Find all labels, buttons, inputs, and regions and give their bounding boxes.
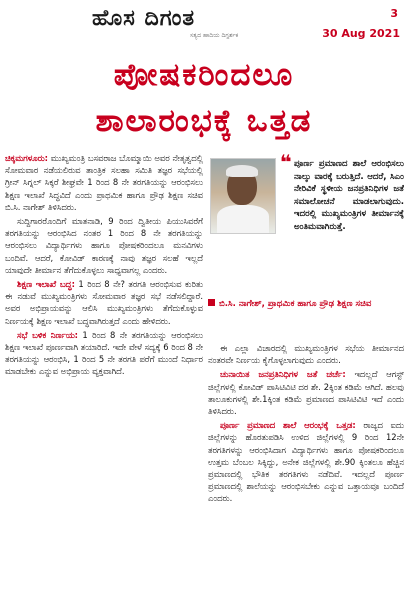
article-paragraph <box>5 278 203 327</box>
pull-quote <box>208 152 404 342</box>
paragraph-text: 1 ರಿಂದ 8 ನೇ ತರಗತಿಯನ್ನು ಆರಂಭಿಸಲು ಶಿಕ್ಷಣ ಇಲಾಖೆ ಪೂರ್ಣವಾಗಿ ತಯಾರಿದೆ. ಇದೇ ವೇಳೆ ಸದ್ಯಕ್ಕೆ 6 ರಿಂದ 8 ನೇ ತರಗತಿಯನ್ನು ಆರಂಭಿಸಿ, 1 ರಿಂದ 5 ನೇ ತರಗತಿ ಪರೆಗೆ ಮುಂದೆ ನಿರ್ಧಾರ ಮಾಡಬೇಕು ಎನ್ನುವ ಅಭಿಪ್ರಾಯ ವ್ಯಕ್ತವಾಗಿದೆ. <box>5 329 203 377</box>
pull-quote-text: ಪೂರ್ಣ ಪ್ರಮಾಣದ ಶಾಲೆ ಆರಂಭಿಸಲು ನಾಲ್ಕು ವಾರಕ್ಕೆ ಬರುತ್ತಿದೆ. ಆದರೆ, ಸಿಎಂ ನೇರಿವಿಕೆ ಸ್ಥಳೀಯ ಜನಪ್ರತಿನಿಧಿಗಳ ಜತೆ ಸಮಾಲೋಚನೆ ಮಾಡಲಾಗುವುದು. ಇದರಲ್ಲಿ ಮುಖ್ಯಮಂತ್ರಿಗಳ ತೀರ್ಮಾನಕ್ಕೆ ಅಂತಿಮವಾಗಿರುತ್ತೆ. <box>294 159 404 232</box>
paragraph-text: ಮುಖ್ಯಮಂತ್ರಿ ಬಸವರಾಜ ಬೊಮ್ಮಾಯಿ ಅವರ ನೇತೃತ್ವದಲ್ಲಿ ಸೋಮವಾರ ನಡೆಯಲಿರುವ ತಾಂತ್ರಿಕ ಸಲಹಾ ಸಮಿತಿ ತಜ್ಞರ ಸಭೆಯಲ್ಲಿ ಗ್ರೀನ್ ಸಿಗ್ನಲ್ ಸಿಕ್ಕರೆ ಶೀಘ್ರವೇ 1 ರಿಂದ 8 ನೇ ತರಗತಿಯನ್ನು ಆರಂಭಿಸಲು ಶಿಕ್ಷಣ ಇಲಾಖೆ ಸಿದ್ಧವಿದೆ ಎಂದು ಪ್ರಾಥಮಿಕ ಹಾಗೂ ಪ್ರೌಢ ಶಿಕ್ಷಣ ಸಚಿವ ಬಿ.ಸಿ. ನಾಗೇಶ್ ತಿಳಿಸಿದರು. <box>5 153 203 212</box>
newspaper-tagline: ಸತ್ಯದ ಹಾದಿಯ ದಿಗ್ದರ್ಶಕ <box>190 32 239 39</box>
quote-mark-icon: ❝ <box>280 152 292 174</box>
byline-text: ಬಿ.ಸಿ. ನಾಗೇಶ್, ಪ್ರಾಥಮಿಕ ಹಾಗೂ ಪ್ರೌಢ ಶಿಕ್ಷಣ ಸಚಿವ <box>219 299 372 309</box>
headline-line-2: ಶಾಲಾರಂಭಕ್ಕೆ ಒತ್ತಡ <box>95 103 313 139</box>
subheading: ಸಭೆ ಬಳಿಕ ನಿರ್ಣಯ: <box>17 329 79 340</box>
subheading: ಶಿಕ್ಷಣ ಇಲಾಖೆ ಬದ್ಧ: <box>17 279 75 290</box>
bullet-square-icon <box>208 299 215 306</box>
quote-byline <box>208 298 404 311</box>
article-paragraph: ಸುದ್ದಿಗಾರರೊಂದಿಗೆ ಮಾತನಾಡಿ, 9 ರಿಂದ ದ್ವಿತೀಯ ಪಿಯುಸಿವರೆಗೆ ತರಗತಿಯನ್ನು ಆರಂಭಿಸಿದ ನಂತರ 1 ರಿಂದ 8 ನೇ ತರಗತಿಯನ್ನು ಆರಂಭಿಸಲು ವಿದ್ಯಾರ್ಥಿಗಳು ಹಾಗೂ ಪೋಷಕರಿಂದಲೂ ಮನವಿಗಳು ಬಂದಿವೆ. ಆದರೆ, ಕೋವಿಡ್ ಕಾರಣಕ್ಕೆ ನಾವು ತಜ್ಞರ ಸಲಹೆ ಇಲ್ಲದೆ ಯಾವುದೇ ತೀರ್ಮಾನ ತೆಗೆದುಕೊಳ್ಳಲು ಸಾಧ್ಯವಾಗಲ್ಲ ಎಂದರು. <box>5 216 203 275</box>
masthead <box>0 0 408 48</box>
article-paragraph <box>5 329 203 378</box>
subheading: ಪೂರ್ಣ ಪ್ರಮಾಣದ ಶಾಲೆ ಆರಂಭಕ್ಕೆ ಒತ್ತಡ: <box>220 420 356 431</box>
paragraph-text: 1 ರಿಂದ 8 ನೇ? ತರಗತಿ ಆರಂಭಿಸುವ ಕುರಿತು ಈ ನಡುವೆ ಮುಖ್ಯಮಂತ್ರಿಗಳು ಸೋಮವಾರ ತಜ್ಞರ ಸಭೆ ನಡೆಸಲಿದ್ದಾರೆ. ಅವರ ಅಭಿಪ್ರಾಯವನ್ನು ಆಲಿಸಿ ಮುಖ್ಯಮಂತ್ರಿಗಳು ತೆಗೆದುಕೊಳ್ಳುವ ನಿರ್ಣಯಕ್ಕೆ ಶಿಕ್ಷಣ ಇಲಾಖೆ ಬದ್ಧವಾಗಿರುತ್ತದೆ ಎಂದು ಹೇಳಿದರು. <box>5 279 203 326</box>
article-paragraph <box>5 152 203 213</box>
paragraph-text: ಇದಲ್ಲದೆ ಆಗಸ್ಟ್ ಜಿಲ್ಲೆಗಳಲ್ಲಿ ಕೋವಿಡ್ ಪಾಸಿಟಿವಿಟಿ ದರ ಶೇ. 2ಕ್ಕಿಂತ ಕಡಿಮೆ ಆಗಿದೆ. ಹಲವು ತಾಲೂಕುಗಳಲ್ಲಿ ಶೇ.1ಕ್ಕಿಂತ ಕಡಿಮೆ ಪ್ರಮಾಣದ ಪಾಸಿಟಿವಿಟಿ ಇದೆ ಎಂದು ತಿಳಿಸಿದರು. <box>208 369 404 417</box>
photo-shirt <box>217 205 269 233</box>
headline-line-1: ಪೋಷಕರಿಂದಲೂ <box>113 57 295 93</box>
article-column-left <box>5 152 203 602</box>
article-paragraph <box>208 419 404 504</box>
article-column-right <box>208 152 404 602</box>
dateline: ಚಿಕ್ಕಮಗಳೂರು: <box>5 153 49 163</box>
article-headline <box>8 52 400 148</box>
photo-hair <box>226 165 258 177</box>
subheading: ಚುನಾಯಿತ ಜನಪ್ರತಿನಿಧಿಗಳ ಜತೆ ಚರ್ಚೆ: <box>220 369 346 380</box>
newspaper-logo: ಹೊಸ ದಿಗಂತ <box>92 6 196 31</box>
article-paragraph: ಈ ಎಲ್ಲಾ ವಿಚಾರದಲ್ಲಿ ಮುಖ್ಯಮಂತ್ರಿಗಳ ಸಭೆಯ ತೀರ್ಮಾನದ ನಂತರವೇ ನಿರ್ಣಯ ಕೈಗೊಳ್ಳಲಾಗುವುದು ಎಂದರು. <box>208 343 404 366</box>
article-paragraph <box>208 368 404 417</box>
minister-photo <box>210 158 276 234</box>
page-number: 3 <box>390 7 398 20</box>
paragraph-text: ರಾಜ್ಯದ ಐದು ಜಿಲ್ಲೆಗಳನ್ನು ಹೊರತುಪಡಿಸಿ ಉಳಿದ ಜಿಲ್ಲೆಗಳಲ್ಲಿ 9 ರಿಂದ 12ನೇ ತರಗತಿಗಳನ್ನು ಆರಂಭಿಸಿದಾಗ ವಿದ್ಯಾರ್ಥಿಗಳು ಹಾಗೂ ಪೋಷಕರಿಂದಲೂ ಉತ್ತಮ ಬೆಂಬಲ ಸಿಕ್ಕಿದ್ದು, ಅನೇಕ ಜಿಲ್ಲೆಗಳಲ್ಲಿ ಶೇ.90 ಕ್ಕಿಂತಲೂ ಹೆಚ್ಚಿನ ಪ್ರಮಾಣದಲ್ಲಿ ಭೌತಿಕ ತರಗತಿಗಳು ನಡೆದಿವೆ. ಇದಲ್ಲದೆ ಪೂರ್ಣ ಪ್ರಮಾಣದಲ್ಲಿ ಶಾಲೆಯನ್ನು ಆರಂಭಿಸಬೇಕು ಎನ್ನುವ ಒತ್ತಾಯವೂ ಬಂದಿದೆ ಎಂದರು. <box>208 420 404 504</box>
issue-date: 30 Aug 2021 <box>322 27 400 40</box>
